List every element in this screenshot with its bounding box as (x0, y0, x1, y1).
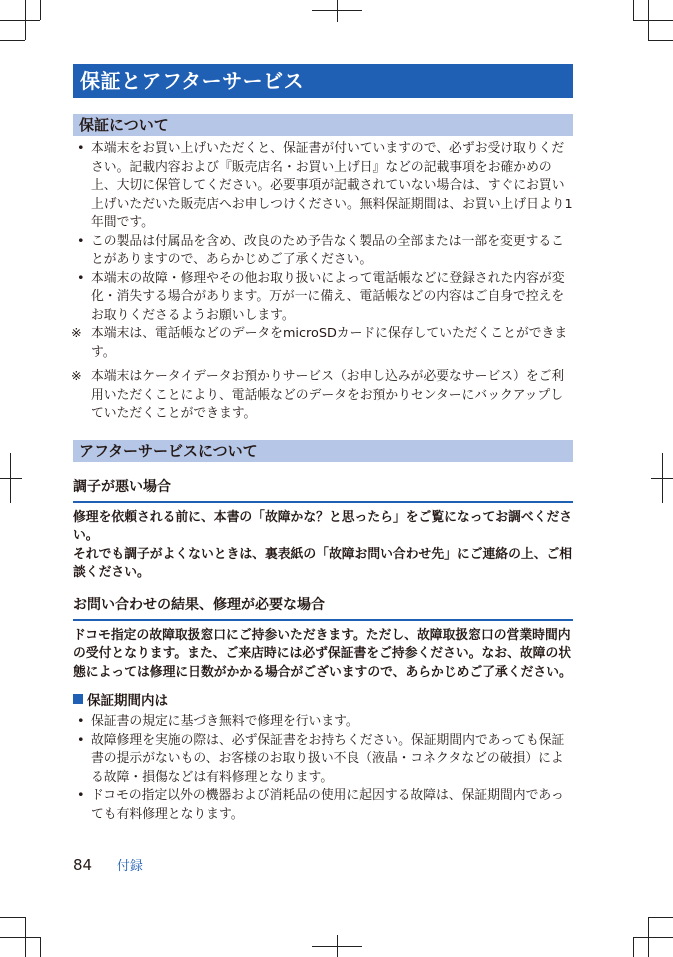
crop-mark (633, 0, 634, 20)
crop-mark (648, 917, 673, 918)
crop-mark (633, 20, 673, 21)
bullet-icon: • (77, 788, 85, 803)
crop-mark (648, 40, 673, 41)
square-bullet-icon (73, 694, 83, 704)
bullet-icon: • (77, 233, 85, 249)
chapter-label: 付録 (116, 859, 143, 874)
crop-mark (0, 40, 25, 41)
subsection-heading-repair: お問い合わせの結果、修理が必要な場合 (73, 594, 573, 621)
crop-mark (662, 453, 663, 503)
warranty-bullet-list (73, 140, 573, 424)
list-item: • ドコモの指定以外の機器および消耗品の使用に起因する故障は、保証期間内であっても有料修理となります。 (77, 788, 564, 822)
list-item: • 保証書の規定に基づき無料で修理を行います。 (73, 713, 573, 732)
bullet-icon: • (77, 732, 85, 748)
warranty-period-bullet-list (73, 713, 573, 824)
list-item: • 故障修理を実施の際は、必ず保証書をお持ちください。保証期間内であっても保証書の提示がないもの、お客様のお取り扱い不良（液晶・コネクタなどの破損）による故障・損傷などは有料修理となります。 (77, 732, 565, 785)
bullet-icon: • (77, 270, 85, 286)
note-mark: ※ (71, 369, 82, 384)
page-content (73, 64, 573, 824)
crop-mark (10, 453, 11, 503)
page-title: 保証とアフターサービス (73, 64, 573, 98)
crop-mark (40, 0, 41, 20)
crop-mark (633, 937, 634, 957)
list-item: • 本端末をお買い上げいただくと、保証書が付いていますので、必ずお受け取りください。記載内容および『販売店名・お買い上げ日』などの記載事項をお確かめの上、大切に保管してください。必要事項が記載されていない場合は、すぐにお買い上げいただいた販売店へお申しつけください。無料保証期間は、お買い上げ日より1年間です。 (77, 141, 573, 230)
note-item: ※ 本端末はケータイデータお預かりサービス（お申し込みが必要なサービス）をご利用いただくことにより、電話帳などのデータをお預かりセンターにバックアップしていただくことができます。 (71, 369, 565, 421)
malfunction-text-2: それでも調子がよくないときは、裏表紙の「故障お問い合わせ先」にご連絡の上、ご相談ください。 (73, 546, 573, 580)
subsection-heading-malfunction: 調子が悪い場合 (73, 476, 573, 503)
crop-mark (40, 937, 41, 957)
crop-mark (0, 478, 22, 479)
malfunction-text-1: 修理を依頼される前に、本書の「故障かな？と思ったら」をご覧になってお調べください。 (73, 509, 573, 543)
crop-mark (337, 935, 338, 957)
crop-mark (0, 20, 40, 21)
list-item: • 本端末の故障・修理やその他お取り扱いによって電話帳などに登録された内容が変化・消失する場合があります。万が一に備え、電話帳などの内容はご自身で控えをお取りくださるようお願いします。 (77, 270, 565, 323)
section-heading-after-service: アフターサービスについて (73, 440, 573, 462)
page-number: 84 (73, 856, 93, 874)
crop-mark (0, 937, 40, 938)
note-mark: ※ (71, 326, 82, 341)
crop-mark (337, 0, 338, 22)
bullet-icon: • (77, 714, 85, 729)
note-item: ※ 本端末は、電話帳などのデータをmicroSDカードに保存していただくことができます。 (71, 326, 568, 360)
crop-mark (633, 937, 673, 938)
repair-text: ドコモ指定の故障取扱窓口にご持参いただきます。ただし、故障取扱窓口の営業時間内の受付となります。また、ご来店時には必ず保証書をご持参ください。なお、故障の状態によっては修理に日数がかかる場合がございますので、あらかじめご了承ください。 (73, 627, 572, 680)
page-footer (73, 855, 143, 874)
bullet-icon: • (77, 141, 85, 156)
list-item: • この製品は付属品を含め、改良のため予告なく製品の全部または一部を変更することがありますので、あらかじめご了承ください。 (77, 233, 564, 267)
warranty-period-heading: 保証期間内は (73, 689, 573, 709)
crop-mark (0, 917, 25, 918)
section-heading-warranty: 保証について (73, 114, 573, 136)
